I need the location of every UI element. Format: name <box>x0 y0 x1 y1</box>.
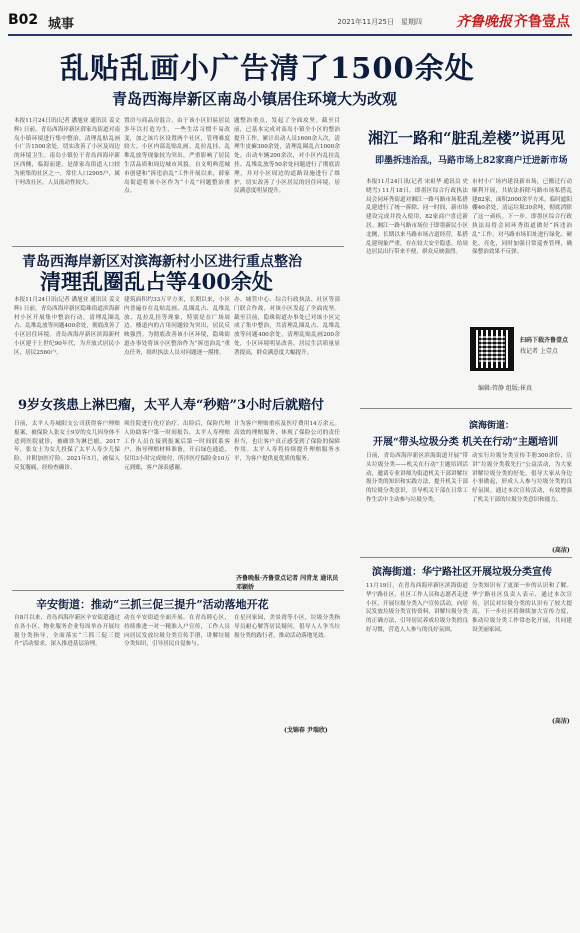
divider <box>360 557 572 558</box>
divider <box>12 246 344 247</box>
story1-subheadline: 青岛西海岸新区南岛小镇居住环境大为改观 <box>112 90 398 108</box>
qr-caption-2: 找记者 上壹点 <box>520 348 558 355</box>
story4-headline: 9岁女孩患上淋巴瘤，太平人寿“秒赔”3小时后就赔付 <box>18 398 325 413</box>
page-header <box>8 10 572 36</box>
story3-kicker: 青岛西海岸新区对滨海新村小区进行重点整治 <box>22 254 302 270</box>
story3-col2: 建筑面积约33万平方米，长期以来，小区内普遍存在乱贴乱画、乱圈乱占、乱堆乱放、乱拉乱挂等现象，特别是在广场周边、楼道内的占用问题较为突出，居民反映强烈。为彻底改善该小区环境，隐珠街道办事处将该小区整治作为“拆违治乱”重点任务，组织执法人员对问题逐一摸排。 <box>124 297 230 356</box>
qr-caption: 扫码下载齐鲁壹点 <box>520 337 569 344</box>
story7-col1: 自8月以来，青岛西海岸新区辛安街道通过在各小区、物业服务企业每周举办开展垃圾分类指导，全面落实“三抓三促三提升”活动要求，深入推进基层治理。 <box>14 615 120 648</box>
story1-col3: 题整治重点，发起了全面攻坚。截至目前，已基本完成对南岛小镇全小区的整治提升工作，累计出动人员1600余人次，清理牛皮癣300余处，清理乱圈乱占1000余处，出动车辆200余次，对小区内乱拉乱挂、乱堆乱放等50余处问题进行了彻底清理，并对小区周边的道路设施进行了维护，切实改善了小区居民的居住环境，居民满意度明显提升。 <box>234 118 340 195</box>
story5-credit: (高洁) <box>552 547 570 554</box>
story3-col3: 办、城管中心、综合行政执法、社区等部门联合作战，对该小区发起了全面攻坚。截至目前，隐珠街道办事处已对该小区完成了集中整治，共清理乱圈乱占、乱堆乱放等问题400余处，清理乱贴乱画200余处，小区环境明显改善，居民生活质量显著提高，群众满意度大幅提升。 <box>234 297 340 356</box>
story4-col1: 日前，太平人寿城阳支公司获得客户理赔报案，被保险人张女士9岁的女儿因身体不适到医院就诊，被确诊为淋巴瘤。2017年，张女士为女儿投保了太平人寿少儿保险，并附加医疗险。2021年5月，被保人反复腹痛，经检查确诊。 <box>14 421 120 471</box>
section-title: 城事 <box>48 17 75 32</box>
story2-col2: 市村小广场内建设新市场，已搬迁行动顺利开展，共依法拆除马路市场私搭乱建82家，面积2000余平方米，临时遮阳棚40余处，清运垃圾30余吨，彻底消除了这一顽疾。下一步，即墨区综合行政执法局将会同环秀街道做好“拆违治乱”工作，对马路市场旧址进行绿化、硬化、亮化，同时加强日常巡查管理，确保整治效果不反弹。 <box>472 179 572 256</box>
story1-headline: 乱贴乱画小广告清了1500余处 <box>60 51 475 85</box>
story2-headline: 湘江一路和“脏乱差楼”说再见 <box>368 129 566 147</box>
issue-date: 2021年11月25日 星期四 <box>337 18 422 26</box>
story4-col2: 须住院进行化疗治疗。出险后，保险代理人协助客户第一时间报告，太平人寿理赔工作人员在接到报案后第一时间联系客户，指导理赔材料准备，开启绿色通道，仅用3小时完成赔付，所涉医疗保险金10万元到账，客户深表感谢。 <box>124 421 230 471</box>
story2-col1: 本报11月24日讯(记者 宋祖华 通讯员 史晓雪) 11月18日，即墨区综合行政执法局会同环秀街道对湘江一路马路市场私搭乱建进行了统一拆除。同一时间，新市场建设完成并投入使用，82家商户喜迁新居。湘江一路马路市场位于即墨新民小区北侧，长期以来马路市场占道经营，私搭乱建现象严重，存在较大安全隐患，给周边居民出行带来不便，群众反映强烈。 <box>366 179 468 256</box>
story6-col2: 分类知识有了更深一步的认识和了解。华宁路社区负责人表示，通过本次宣传，居民对垃圾分类的认识有了较大提高，下一步社区将继续加大宣传力度，推动垃圾分类工作常态化开展，共同建设美丽家园。 <box>472 583 572 633</box>
story5-headline: 开展“带头垃圾分类 机关在行动”主题培训 <box>373 437 558 448</box>
story4-col3: 计为客户理赔重疾及医疗费用14万余元。高效的理赔服务，体现了保险公司的责任担当，也让客户真正感受到了保险的保障作用。太平人寿将持续提升理赔服务水平，为客户提供更优质的服务。 <box>234 421 340 463</box>
story5-kicker: 滨海街道： <box>469 421 515 431</box>
divider <box>12 590 344 591</box>
story3-col1: 本报11月24日讯(记者 潘旭业 通讯员 姜文辉) 日前，青岛西海岸新区隐珠街道滨海新村小区开展集中整治行动，清理乱圈乱占、乱堆乱放等问题400余处，彻底改善了小区居住环境。青岛西海岸新区滨海新村小区建于上世纪90年代，为开放式居民小区，居民2560户。 <box>14 297 120 356</box>
story7-headline: 辛安街道：推动“三抓三促三提升”活动落地开花 <box>36 598 269 611</box>
story6-headline: 滨海街道：华宁路社区开展垃圾分类宣传 <box>372 567 552 578</box>
story7-col3: 在星河家园，美景湾等小区，垃圾分类指导员耐心解答居民疑问，倡导人人争当垃圾分类的践行者，推动活动落地见效。 <box>234 615 340 639</box>
app-logo: 齐鲁壹点 <box>514 14 570 30</box>
editor-credit: 编辑:管静 组版:崔真 <box>478 385 532 392</box>
qr-code-icon <box>470 327 514 371</box>
story5-col1: 日前，青岛西海岸新区滨海街道开展“带头垃圾分类——机关在行动”主题培训活动，邀请专业讲师为街道机关干部讲解垃圾分类的知识和实践方法，提升机关干部的垃圾分类意识，引导机关干部在日常工作生活中主动参与垃圾分类。 <box>366 453 468 503</box>
story2-subheadline: 即墨拆违治乱，马路市场上82家商户迁进新市场 <box>375 156 568 166</box>
story4-byline: 齐鲁晚报·齐鲁壹点记者 闫青龙 通讯员 邓颖娇 <box>236 575 339 591</box>
story1-col1: 本报11月24日讯(记者 潘旭业 通讯员 姜文辉) 日前，青岛西海岸新区薛家岛街道对南岛小镇环境进行集中整治，清理乱贴乱画小广告1500余处，切实改善了小区及周边的环境卫生。南岛小镇位于青岛西海岸新区西侧，临海而建，是薛家岛街道人口较为密集的社区之一，常住人口2905户，属于村改社区，人员流动性较大。 <box>14 118 120 186</box>
story6-col1: 11月19日，在青岛西海岸新区滨海街道华宁路社区，社区工作人员和志愿者走进小区，开展垃圾分类入户宣传活动，向居民发放垃圾分类宣传资料，讲解垃圾分类的正确方法，引导居民养成垃圾分类的良好习惯，营造人人参与的良好氛围。 <box>366 583 468 633</box>
story5-col2: 动实行垃圾分类宣传手册300余份，宣讲“垃圾分类我先行”公益活动，为大家讲解垃圾分类的好处，倡导大家从身边小事做起，形成人人参与垃圾分类的良好氛围。通过本次宣传活动，有效增强了机关干部的垃圾分类意识和能力。 <box>472 453 572 503</box>
story3-headline: 清理乱圈乱占等400余处 <box>40 269 273 294</box>
story7-col2: 动在辛安街道全面开展。在青岛睦心区，持续推进一对一精准入户宣传，工作人员向居民发放垃圾分类宣传手册，讲解垃圾分类知识，引导居民自觉参与。 <box>124 615 230 648</box>
page-number: B02 <box>8 12 39 28</box>
story6-credit: (高洁) <box>552 718 570 725</box>
paper-logo: 齐鲁晚报 <box>456 14 512 30</box>
divider <box>360 408 572 409</box>
story1-col2: 置房与商品房混合，由于该小区旧區居民多年以打造为生，一些生活习惯不易改变，加之该片区设置两个社区，管理难度较大。小区内部乱贴乱画、乱拉乱挂、乱堆乱放等现象较为突出，严重影响了居民生活品质和周边城市风貌。自文明典范城市创建和“拆违治乱”工作开展以来，薛家岛街道将该小区作为“十乱”问题整治重点。 <box>124 118 230 195</box>
story7-byline: (戈锦春 尹瑞欣) <box>284 727 328 734</box>
